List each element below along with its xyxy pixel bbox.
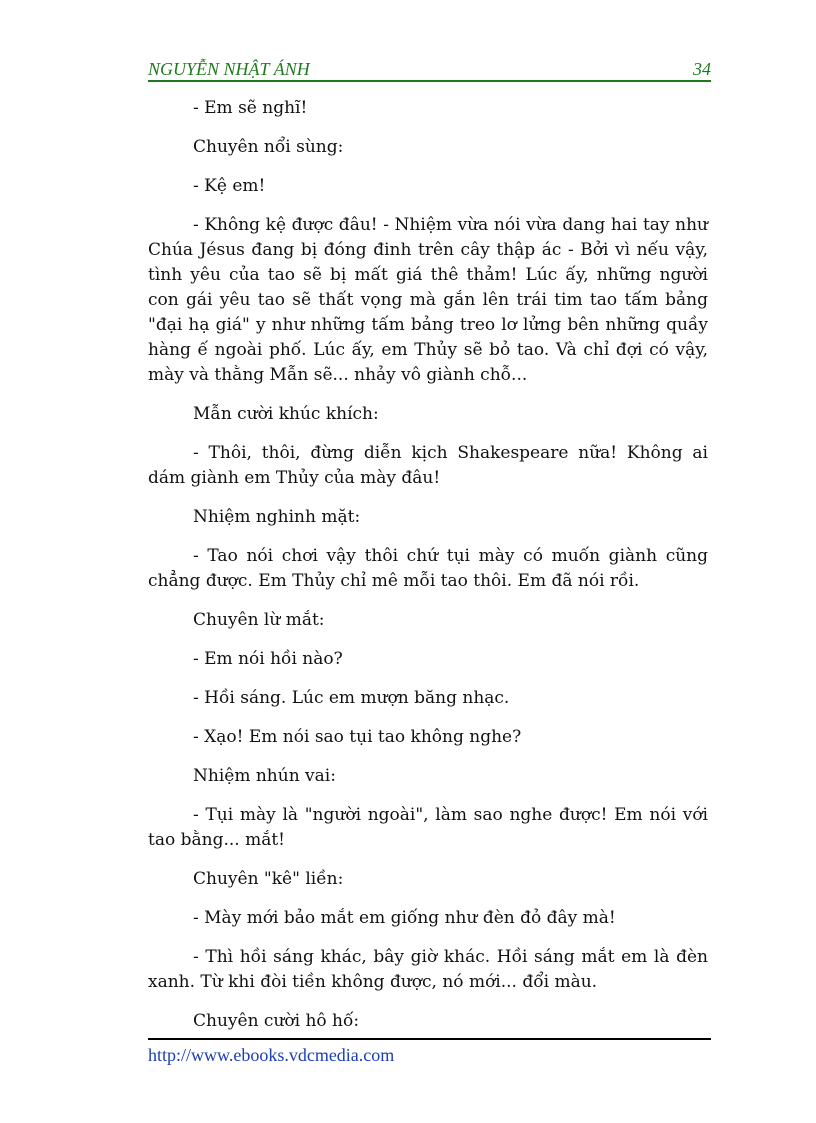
footer-divider: [148, 1038, 711, 1040]
paragraph: Nhiệm nhún vai:: [193, 766, 336, 786]
paragraph: - Thì hồi sáng khác, bây giờ khác. Hồi sáng mắt em là đèn xanh. Từ khi đòi tiền không được, nó mới... đổi màu.: [148, 947, 708, 992]
paragraph: - Kệ em!: [193, 176, 266, 196]
page-body: [148, 96, 708, 1048]
paragraph: - Thôi, thôi, đừng diễn kịch Shakespeare nữa! Không ai dám giành em Thủy của mày đâu!: [148, 443, 708, 488]
paragraph: - Mày mới bảo mắt em giống như đèn đỏ đây mà!: [193, 908, 616, 928]
paragraph: - Xạo! Em nói sao tụi tao không nghe?: [193, 727, 522, 747]
paragraph: Chuyên cười hô hố:: [193, 1011, 360, 1031]
paragraph: Chuyên "kê" liền:: [193, 869, 344, 889]
page-number: 34: [693, 59, 711, 79]
author-name: NGUYỄN NHẬT ÁNH: [148, 59, 310, 79]
paragraph: Chuyên nổi sùng:: [193, 137, 344, 157]
paragraph: Nhiệm nghinh mặt:: [193, 507, 361, 527]
paragraph: - Tụi mày là "người ngoài", làm sao nghe được! Em nói với tao bằng... mắt!: [148, 805, 708, 850]
paragraph: - Tao nói chơi vậy thôi chứ tụi mày có muốn giành cũng chẳng được. Em Thủy chỉ mê mỗi tao thôi. Em đã nói rồi.: [148, 546, 708, 591]
paragraph: - Hồi sáng. Lúc em mượn băng nhạc.: [193, 688, 510, 708]
paragraph: - Em nói hồi nào?: [193, 649, 343, 669]
page-header: [148, 58, 711, 82]
paragraph: Chuyên lừ mắt:: [193, 610, 325, 630]
paragraph: - Em sẽ nghĩ!: [193, 98, 308, 118]
paragraph: - Không kệ được đâu! - Nhiệm vừa nói vừa dang hai tay như Chúa Jésus đang bị đóng đinh trên cây thập ác - Bởi vì nếu vậy, tình yêu của tao sẽ bị mất giá thê thảm! Lúc ấy, những người con gái yêu tao sẽ thất vọng mà gắn lên trái tim tao tấm bảng "đại hạ giá" y như những tấm bảng treo lơ lửng bên những quầy hàng ế ngoài phố. Lúc ấy, em Thủy sẽ bỏ tao. Và chỉ đợi có vậy, mày và thằng Mẫn sẽ... nhảy vô giành chỗ...: [148, 215, 708, 385]
paragraph: Mẫn cười khúc khích:: [193, 404, 379, 424]
footer-website-link[interactable]: http://www.ebooks.vdcmedia.com: [148, 1045, 395, 1065]
